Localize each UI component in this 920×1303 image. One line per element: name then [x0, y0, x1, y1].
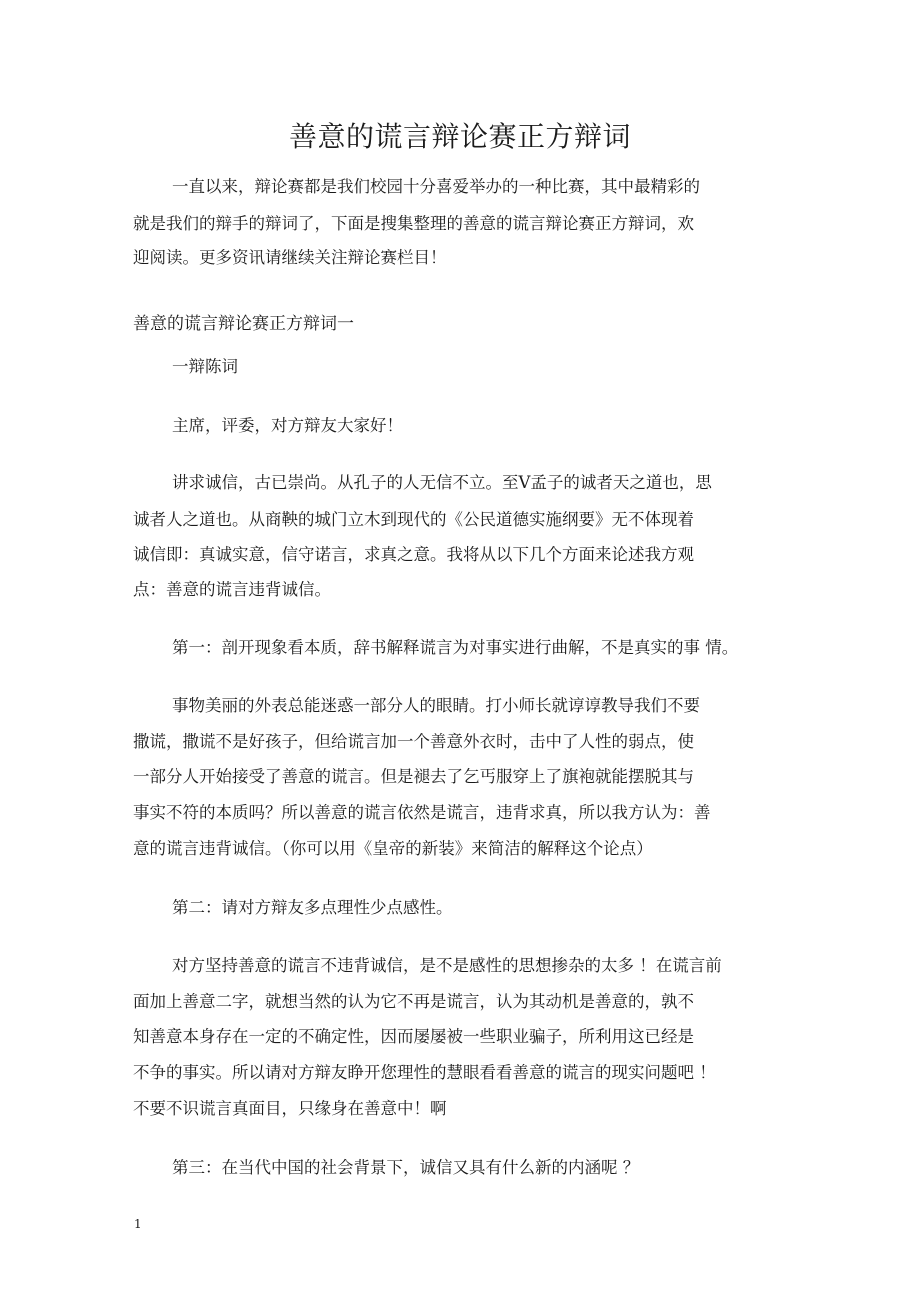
para1-line-2: 诚者人之道也。从商鞅的城门立木到现代的《公民道德实施纲要》无不体现着: [133, 510, 694, 529]
para3-line-4: 不争的事实。所以请对方辩友睁开您理性的慧眼看看善意的谎言的现实问题吧 ！: [133, 1063, 716, 1082]
para1-line-1: 讲求诚信，古已崇尚。从孔子的人无信不立。至V孟子的诚者天之道也，思: [172, 473, 712, 492]
para3-line-3: 知善意本身存在一定的不确定性，因而屡屡被一些职业骗子，所利用这已经是: [133, 1027, 694, 1046]
para3-line-1: 对方坚持善意的谎言不违背诚信，是不是感性的思想掺杂的太多 ！在谎言前: [172, 956, 722, 975]
point2-line: 第二：请对方辩友多点理性少点感性。: [172, 898, 453, 917]
intro-line-3: 迎阅读。更多资讯请继续关注辩论赛栏目！: [133, 248, 447, 267]
greeting-line: 主席，评委，对方辩友大家好！: [172, 416, 403, 435]
para2-line-5: 意的谎言违背诚信。（你可以用《皇帝的新装》来简洁的解释这个论点）: [133, 839, 653, 858]
speaker-label: 一辩陈词: [172, 357, 238, 376]
intro-line-2: 就是我们的辩手的辩词了，下面是搜集整理的善意的谎言辩论赛正方辩词，欢: [133, 214, 694, 233]
para2-line-1: 事物美丽的外表总能迷惑一部分人的眼睛。打小师长就谆谆教导我们不要: [172, 696, 700, 715]
section-heading: 善意的谎言辩论赛正方辩词一: [133, 314, 354, 334]
page-number: 1: [134, 1217, 142, 1231]
intro-line-1: 一直以来，辩论赛都是我们校园十分喜爱举办的一种比赛，其中最精彩的: [172, 177, 700, 196]
para2-line-4: 事实不符的本质吗？所以善意的谎言依然是谎言，违背求真，所以我方认为：善: [133, 803, 711, 822]
para2-line-3: 一部分人开始接受了善意的谎言。但是褪去了乞丐服穿上了旗袍就能摆脱其与: [133, 767, 694, 786]
point3-line: 第三：在当代中国的社会背景下，诚信又具有什么新的内涵呢 ？: [172, 1158, 640, 1177]
point1-line: 第一：剖开现象看本质，辞书解释谎言为对事实进行曲解，不是真实的事 情。: [172, 638, 739, 657]
para2-line-2: 撒谎，撒谎不是好孩子，但给谎言加一个善意外衣时，击中了人性的弱点，使: [133, 732, 694, 751]
document-title: 善意的谎言辩论赛正方辩词: [288, 120, 631, 153]
para3-line-2: 面加上善意二字，就想当然的认为它不再是谎言，认为其动机是善意的，孰不: [133, 992, 694, 1011]
para1-line-3: 诚信即：真诚实意，信守诺言，求真之意。我将从以下几个方面来论述我方观: [133, 545, 694, 564]
para1-line-4: 点：善意的谎言违背诚信。: [133, 580, 331, 599]
para3-line-5: 不要不识谎言真面目，只缘身在善意中！啊: [133, 1099, 447, 1118]
